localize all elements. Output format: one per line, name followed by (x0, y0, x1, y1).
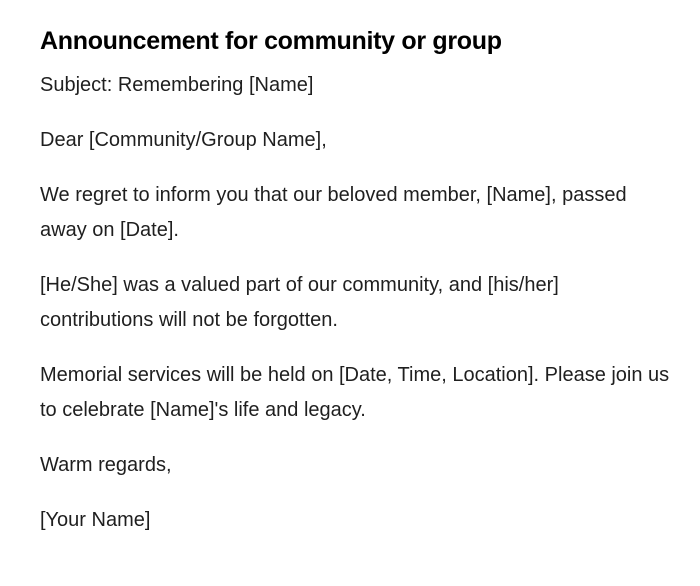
document-title: Announcement for community or group (40, 27, 502, 55)
announcement-document (40, 24, 670, 538)
body-paragraph-2: [He/She] was a valued part of our community, and [his/her] contributions will not be forgotten. (40, 274, 559, 331)
subject-line: Subject: Remembering [Name] (40, 74, 314, 96)
salutation: Dear [Community/Group Name], (40, 129, 327, 151)
signature-line: [Your Name] (40, 509, 151, 531)
body-paragraph-3: Memorial services will be held on [Date, Time, Location]. Please join us to celebrate [Name]'s life and legacy. (40, 364, 670, 421)
closing-line: Warm regards, (40, 454, 172, 476)
body-paragraph-1: We regret to inform you that our beloved member, [Name], passed away on [Date]. (40, 184, 627, 241)
